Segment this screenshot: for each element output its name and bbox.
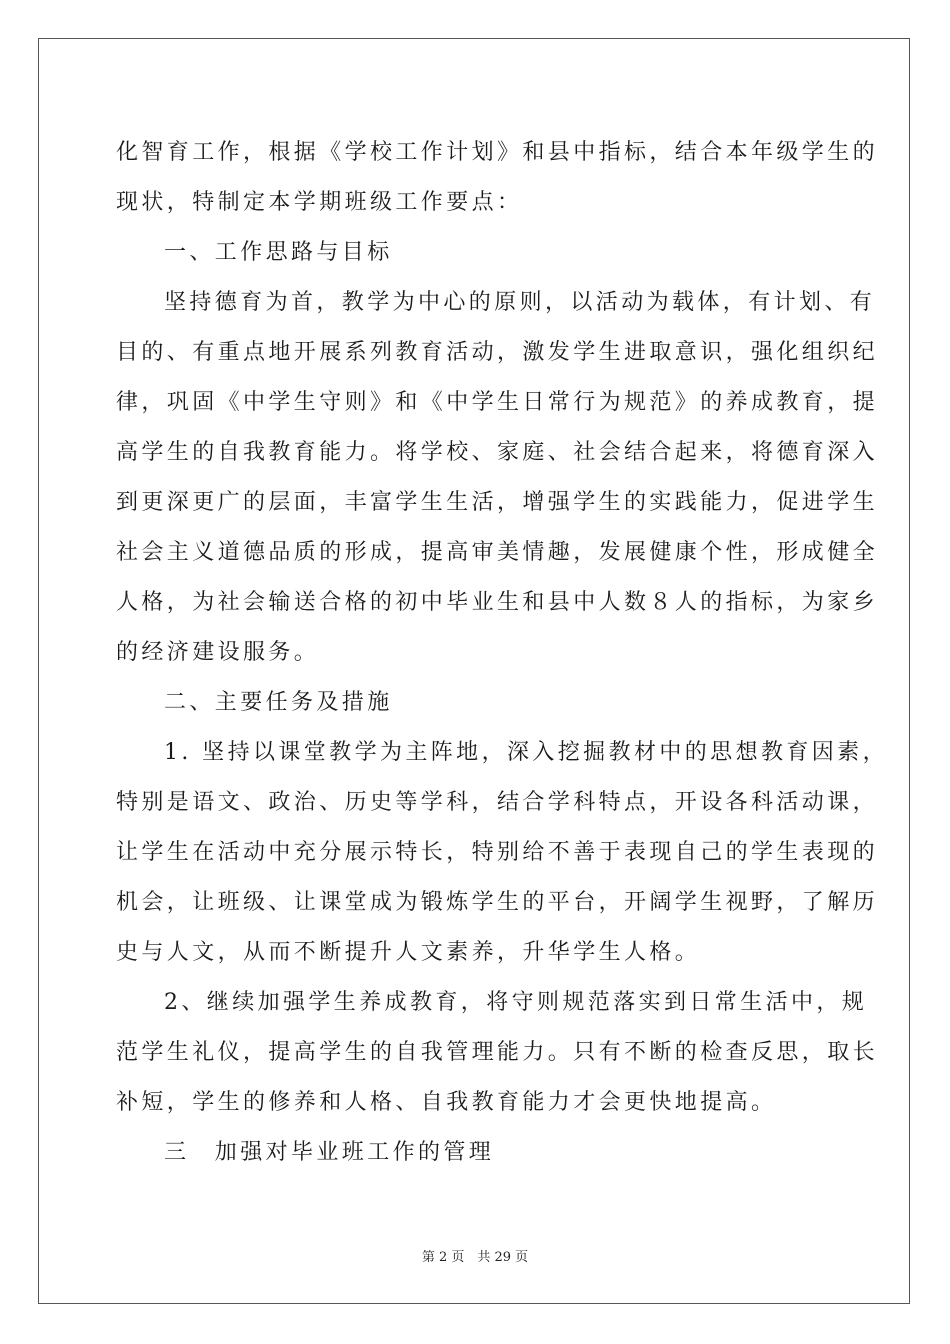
- section-heading-1: 一、工作思路与目标: [164, 240, 393, 265]
- text-line-2: 现状，特制定本学期班级工作要点：: [116, 190, 523, 215]
- text-line-15: 让学生在活动中充分展示特长，特别给不善于表现自己的学生表现的: [116, 840, 879, 865]
- page-footer: [0, 1246, 950, 1265]
- document-body: [116, 128, 888, 1178]
- text-line-5: 目的、有重点地开展系列教育活动，激发学生进取意识，强化组织纪: [116, 340, 879, 365]
- text-line-8: 到更深更广的层面，丰富学生生活，增强学生的实践能力，促进学生: [116, 490, 879, 515]
- text-line-1: 化智育工作，根据《学校工作计划》和县中指标，结合本年级学生的: [116, 140, 879, 165]
- page-number: 第 2 页 共 29 页: [421, 1250, 529, 1265]
- text-line-20: 补短，学生的修养和人格、自我教育能力才会更快地提高。: [116, 1090, 777, 1115]
- section-heading-2: 二、主要任务及措施: [164, 690, 393, 715]
- text-line-18: 2、继续加强学生养成教育，将守则规范落实到日常生活中，规: [164, 990, 868, 1015]
- text-line-10: 人格，为社会输送合格的初中毕业生和县中人数８人的指标，为家乡: [116, 590, 879, 615]
- text-line-16: 机会，让班级、让课堂成为锻炼学生的平台，开阔学生视野，了解历: [116, 890, 879, 915]
- text-line-11: 的经济建设服务。: [116, 640, 320, 665]
- text-line-4: 坚持德育为首，教学为中心的原则，以活动为载体，有计划、有: [164, 290, 876, 315]
- text-line-7: 高学生的自我教育能力。将学校、家庭、社会结合起来，将德育深入: [116, 440, 879, 465]
- text-line-14: 特别是语文、政治、历史等学科，结合学科特点，开设各科活动课，: [116, 790, 879, 815]
- section-heading-3: 三 加强对毕业班工作的管理: [164, 1140, 495, 1165]
- text-line-9: 社会主义道德品质的形成，提高审美情趣，发展健康个性，形成健全: [116, 540, 879, 565]
- text-line-19: 范学生礼仪，提高学生的自我管理能力。只有不断的检查反思，取长: [116, 1040, 879, 1065]
- text-line-13: 1. 坚持以课堂教学为主阵地，深入挖掘教材中的思想教育因素，: [164, 740, 888, 765]
- text-line-6: 律，巩固《中学生守则》和《中学生日常行为规范》的养成教育，提: [116, 390, 879, 415]
- text-line-17: 史与人文，从而不断提升人文素养，升华学生人格。: [116, 940, 701, 965]
